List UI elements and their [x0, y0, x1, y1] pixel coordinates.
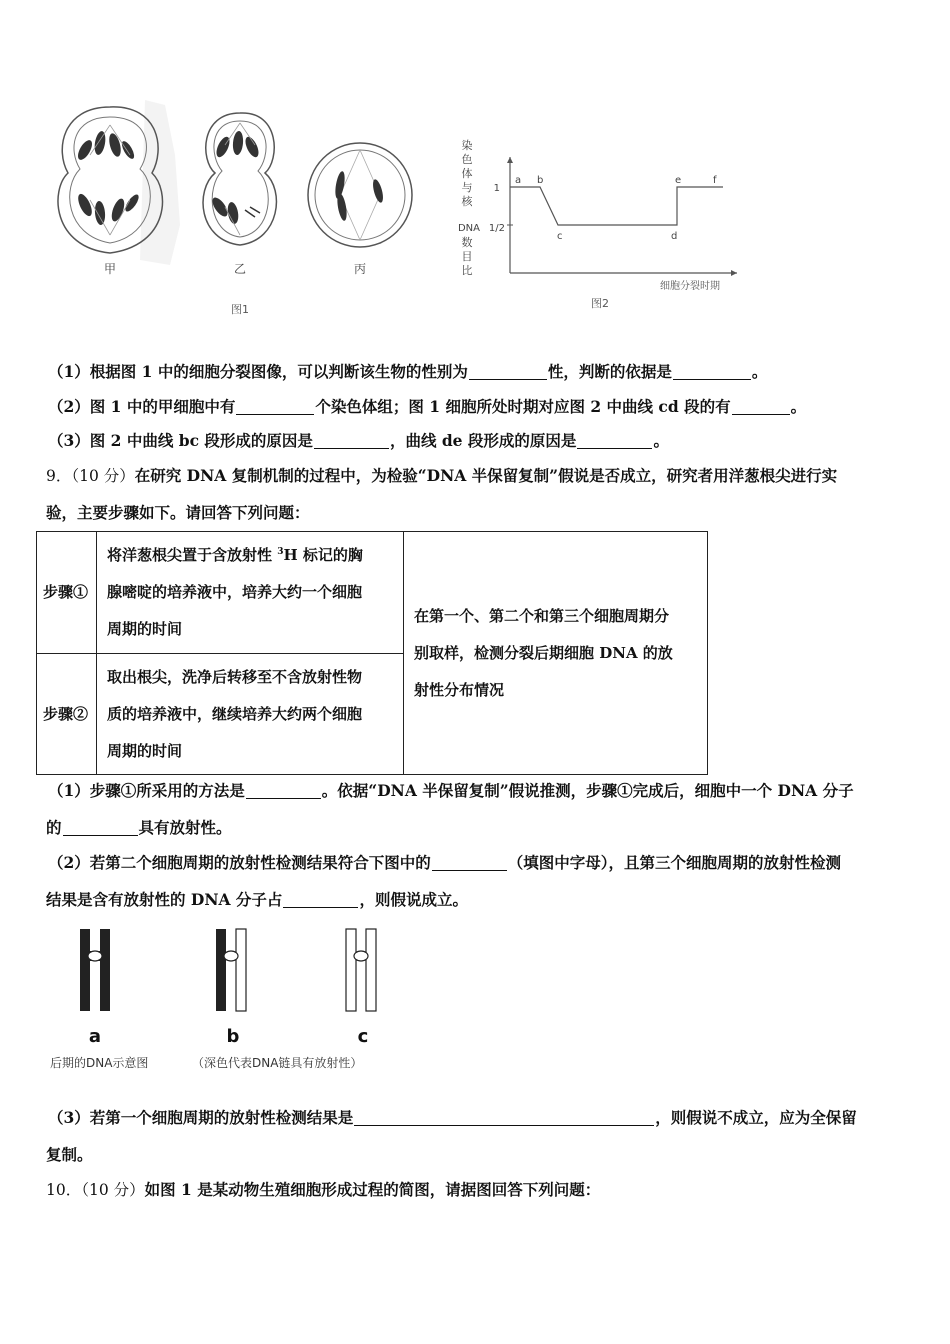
q8-sub3-blank-1[interactable] — [314, 433, 389, 450]
q9-sub1-text-c: 的 — [46, 818, 62, 837]
q8-sub2-blank-1[interactable] — [236, 399, 314, 416]
q9-sub2-text-b: （填图中字母），且第三个细胞周期的放射性检测 — [507, 853, 842, 872]
q9-intro-line2 — [46, 501, 310, 523]
q9-sub1-text-a: （1）步骤①所采用的方法是 — [48, 781, 245, 800]
q9-sub1-line1 — [48, 779, 854, 801]
q9-sub2-text-a: （2）若第二个细胞周期的放射性检测结果符合下图中的 — [48, 853, 431, 872]
q10-intro — [46, 1178, 600, 1200]
y-tick-half: 1/2 — [488, 223, 505, 234]
ylabel-char-7: 目 — [461, 250, 473, 263]
q8-sub3 — [48, 429, 669, 451]
step1-line-2: 腺嘧啶的培养液中，培养大约一个细胞 — [107, 583, 363, 601]
q9-number: 9． — [46, 467, 72, 485]
q9-sub2-text-c: 结果是含有放射性的 DNA 分子占 — [46, 890, 283, 909]
sampling-line-1: 在第一个、第二个和第三个细胞周期分 — [414, 606, 670, 625]
cell-label-yi: 乙 — [233, 262, 247, 276]
step2-line-2: 质的培养液中，继续培养大约两个细胞 — [107, 704, 363, 723]
q9-sub1-blank-1[interactable] — [246, 783, 321, 800]
q8-sub2 — [48, 395, 806, 417]
ylabel-char-1: 色 — [461, 153, 473, 166]
step2-label: 步骤② — [37, 654, 97, 775]
q8-sub2-text-c: 。 — [790, 397, 807, 416]
ylabel-char-6: 数 — [461, 236, 473, 249]
q8-sub2-text-b: 个染色体组；图 1 细胞所处时期对应图 2 中曲线 cd 段的有 — [315, 397, 731, 416]
dna-label-b: b — [226, 1026, 240, 1047]
point-f: f — [713, 175, 717, 186]
ylabel-char-5: DNA — [457, 223, 481, 234]
q9-sub3-line1 — [48, 1106, 857, 1128]
q9-sub3-blank-1[interactable] — [354, 1110, 654, 1127]
dna-caption-2: （深色代表DNA链具有放射性） — [192, 1056, 363, 1070]
y-axis-label — [458, 138, 480, 277]
q8-sub1-blank-2[interactable] — [673, 364, 751, 381]
ylabel-char-8: 比 — [461, 264, 473, 277]
step1-label: 步骤① — [37, 532, 97, 654]
q9-score: （10 分） — [71, 467, 135, 485]
q8-sub1-text-c: 。 — [751, 362, 768, 381]
q9-sub3-line2 — [46, 1143, 93, 1165]
dna-caption-1: 后期的DNA示意图 — [50, 1056, 149, 1070]
q9-sub1-text-b: 。依据“DNA 半保留复制”假说推测，步骤①完成后，细胞中一个 DNA 分子 — [321, 781, 854, 800]
cell-yi — [203, 113, 276, 245]
point-d: d — [671, 231, 678, 242]
q9-intro-text-2: 验，主要步骤如下。请回答下列问题： — [46, 503, 310, 522]
steps-table — [36, 531, 708, 775]
step1-line-1a: 将洋葱根尖置于含放射性 — [107, 546, 278, 564]
cell-bing — [308, 143, 412, 247]
step1-sup: 3 — [277, 547, 284, 557]
ylabel-char-4: 核 — [461, 195, 473, 208]
q9-sub2-text-d: ，则假说成立。 — [359, 890, 468, 909]
x-axis-label: 细胞分裂时期 — [660, 281, 720, 292]
figure-1-cells — [40, 95, 460, 320]
q10-text: 如图 1 是某动物生殖细胞形成过程的简图，请据图回答下列问题： — [144, 1180, 601, 1199]
q8-sub1-text-a: （1）根据图 1 中的细胞分裂图像，可以判断该生物的性别为 — [48, 362, 468, 381]
dna-label-a: a — [88, 1026, 102, 1047]
point-a: a — [515, 175, 522, 186]
ratio-curve — [510, 187, 723, 225]
ylabel-char-3: 与 — [461, 181, 473, 194]
q9-sub1-line2 — [46, 816, 232, 838]
dna-b — [216, 929, 246, 1011]
dna-c — [346, 929, 376, 1011]
dna-a — [80, 929, 110, 1011]
q9-sub2-blank-2[interactable] — [283, 892, 358, 909]
step1-line-1b: H 标记的胸 — [283, 546, 363, 564]
sampling-line-3: 射性分布情况 — [414, 680, 505, 699]
point-b: b — [537, 175, 544, 186]
x-axis-arrow — [731, 270, 737, 276]
q10-score: （10 分） — [81, 1181, 145, 1199]
scan-smudge — [140, 100, 180, 265]
q8-sub3-text-c: 。 — [653, 431, 669, 450]
ylabel-char-0: 染 — [461, 139, 473, 152]
q9-intro-line1 — [46, 464, 837, 486]
q8-sub2-blank-2[interactable] — [732, 399, 790, 416]
dna-diagram — [50, 925, 410, 1080]
q9-sub2-blank-1[interactable] — [432, 855, 507, 872]
q9-sub3-text-b: ，则假说不成立，应为全保留 — [655, 1108, 857, 1127]
q9-sub2-line2 — [46, 888, 468, 910]
q9-sub1-blank-2[interactable] — [63, 820, 138, 837]
q8-sub1-text-b: 性，判断的依据是 — [547, 362, 672, 381]
q9-sub1-text-d: 具有放射性。 — [138, 818, 232, 837]
figure-1-caption: 图1 — [231, 303, 249, 316]
step2-content — [97, 654, 404, 775]
sampling-cell — [404, 532, 708, 775]
y-tick-1: 1 — [493, 183, 500, 194]
q10-number: 10． — [46, 1181, 82, 1199]
step1-line-3: 周期的时间 — [107, 620, 183, 638]
step2-line-1: 取出根尖，洗净后转移至不含放射性物 — [107, 667, 363, 686]
q8-sub1-blank-1[interactable] — [469, 364, 547, 381]
y-axis-arrow — [507, 157, 513, 163]
step1-content — [97, 532, 404, 654]
dna-label-c: c — [357, 1026, 369, 1047]
q9-sub3-text-c: 复制。 — [46, 1145, 93, 1164]
step1-line-1 — [107, 537, 393, 574]
q8-sub1 — [48, 360, 767, 382]
figure-2-curve — [455, 135, 755, 320]
ylabel-char-2: 体 — [461, 167, 473, 180]
q8-sub3-text-b: ，曲线 de 段形成的原因是 — [389, 431, 577, 450]
sampling-line-2: 别取样，检测分裂后期细胞 DNA 的放 — [414, 643, 673, 662]
point-e: e — [675, 175, 682, 186]
q8-sub2-text-a: （2）图 1 中的甲细胞中有 — [48, 397, 236, 416]
q9-intro-text-1: 在研究 DNA 复制机制的过程中，为检验“DNA 半保留复制”假说是否成立，研究者用洋葱根尖进行实 — [134, 466, 838, 485]
q9-sub2-line1 — [48, 851, 841, 873]
q8-sub3-text-a: （3）图 2 中曲线 bc 段形成的原因是 — [48, 431, 313, 450]
point-c: c — [557, 231, 563, 242]
cell-label-jia: 甲 — [103, 262, 117, 276]
step2-line-3: 周期的时间 — [107, 741, 183, 760]
q8-sub3-blank-2[interactable] — [577, 433, 652, 450]
step1-row — [37, 532, 708, 654]
q9-sub3-text-a: （3）若第一个细胞周期的放射性检测结果是 — [48, 1108, 354, 1127]
figure-2-caption: 图2 — [591, 297, 609, 310]
cell-label-bing: 丙 — [353, 262, 367, 276]
